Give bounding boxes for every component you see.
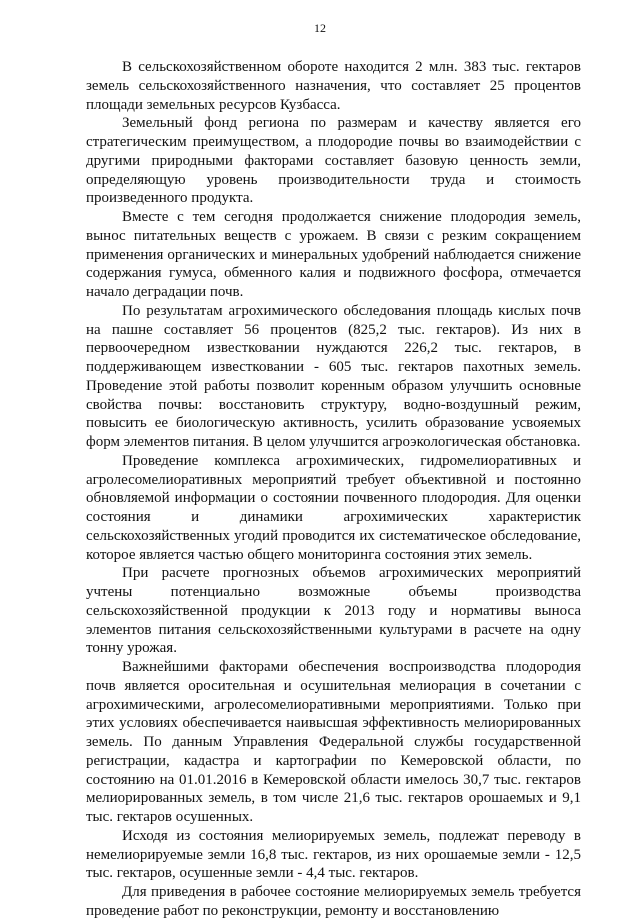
paragraph-melioration: Важнейшими факторами обеспечения воспроизводства плодородия почв является оросительная и осушительная мелиорация в сочетании с агрохимическими, агролесомелиоративными мероприятиями. Только при этих условиях обеспечивается наивысшая эффективность мелиорированных земель. По данным Управления Федеральной службы государственной регистрации, кадастра и картографии по Кемеровской области, по состоянию на 01.01.2016 в Кемеровской области имелось 30,7 тыс. гектаров мелиорированных земель, в том числе 21,6 тыс. гектаров орошаемых и 9,1 тыс. гектаров осушенных.	[86, 659, 581, 825]
paragraph-restoration: Для приведения в рабочее состояние мелиорируемых земель требуется проведение работ по реконструкции, ремонту и восстановлению	[86, 884, 581, 919]
paragraph-fertility-decline: Вместе с тем сегодня продолжается снижение плодородия земель, вынос питательных веществ с урожаем. В связи с резким сокращением применения органических и минеральных удобрений наблюдается снижение содержания гумуса, обменного калия и подвижного фосфора, отмечается начало деградации почв.	[86, 209, 581, 300]
paragraph-acidic-soils: По результатам агрохимического обследования площадь кислых почв на пашне составляет 56 процентов (825,2 тыс. гектаров). Из них в первоочередном известковании нуждаются 226,2 тыс. гектаров, в поддерживающем известковании - 605 тыс. гектаров пахотных земель. Проведение этой работы позволит коренным образом улучшить основные свойства почвы: восстановить структуру, водно-воздушный режим, повысить ее биологическую активность, усилить образование усвояемых форм элементов питания. В целом улучшится агроэкологическая обстановка.	[86, 302, 581, 450]
paragraph-monitoring: Проведение комплекса агрохимических, гидромелиоративных и агролесомелиоративных мероприятий требует объективной и постоянно обновляемой информации о состоянии почвенного плодородия. Для оценки состояния и динамики агрохимических характеристик сельскохозяйственных угодий проводится их систематическое обследование, которое является частью общего мониторинга состояния этих земель.	[86, 452, 581, 563]
paragraph-land-fund: Земельный фонд региона по размерам и качеству является его стратегическим преимуществом, а плодородие почвы во взаимодействии с другими природными факторами составляет базовую ценность земли, определяющую уровень производительности труда и стоимость произведенного продукта.	[86, 115, 581, 207]
document-body	[86, 58, 581, 921]
page-number: 12	[314, 21, 326, 35]
paragraph-agricultural-land: В сельскохозяйственном обороте находится 2 млн. 383 тыс. гектаров земель сельскохозяйственного назначения, что составляет 25 процентов площади земельных ресурсов Кузбасса.	[86, 59, 581, 113]
paragraph-land-transfer: Исходя из состояния мелиорируемых земель, подлежат переводу в немелиорируемые земли 16,8 тыс. гектаров, из них орошаемые земли - 12,5 тыс. гектаров, осушенные земли - 4,4 тыс. гектаров.	[86, 827, 581, 882]
paragraph-forecast: При расчете прогнозных объемов агрохимических мероприятий учтены потенциально возможные объемы производства сельскохозяйственной продукции к 2013 году и нормативы выноса элементов питания сельскохозяйственными культурами в расчете на одну тонну урожая.	[86, 565, 581, 657]
